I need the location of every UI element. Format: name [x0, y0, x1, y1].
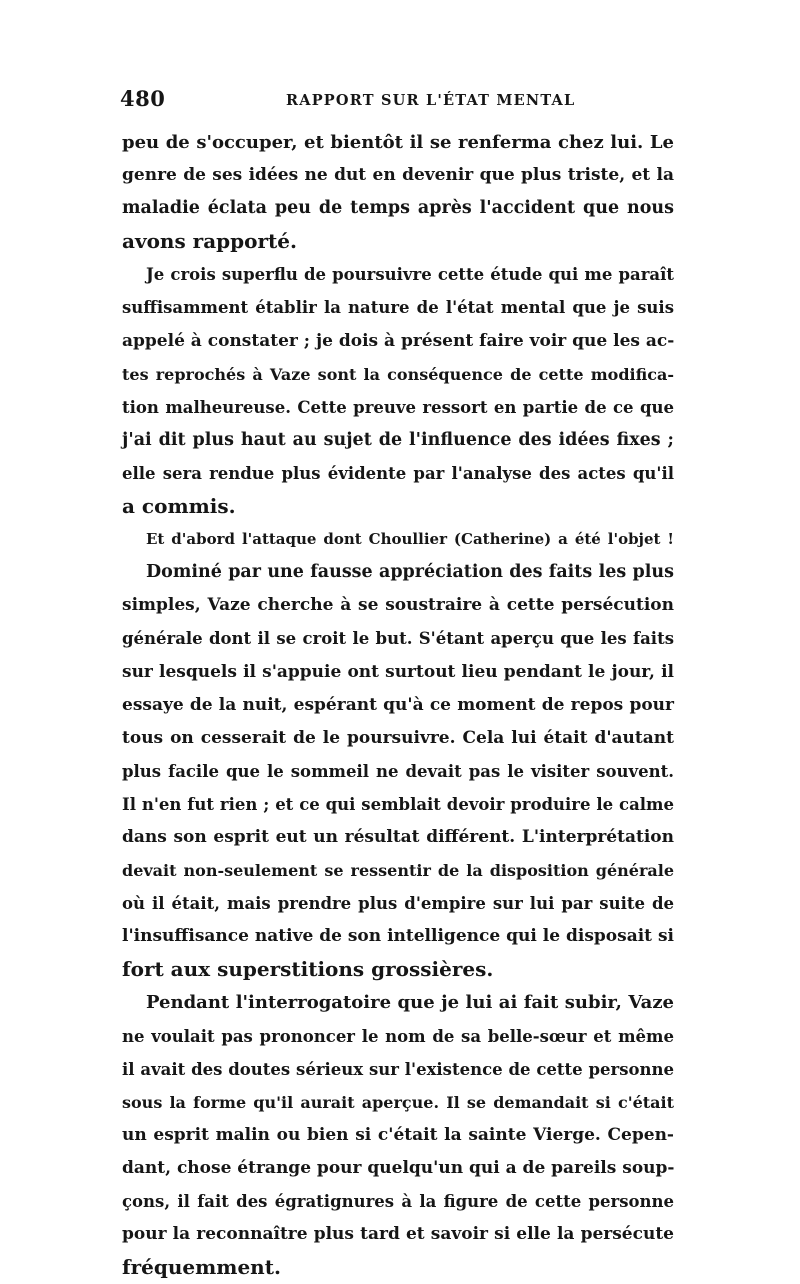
text-line: avons rapporté. — [122, 229, 297, 254]
text-line: ne voulait pas prononcer le nom de sa belle-sœur et même — [122, 1026, 674, 1046]
paragraph — [122, 986, 674, 1284]
text-line: suffisamment établir la nature de l'état mental que je suis — [122, 298, 674, 318]
running-head: RAPPORT SUR L'ÉTAT MENTAL — [286, 92, 576, 109]
text-line: devait non-seulement se ressentir de la disposition générale — [122, 861, 674, 881]
text-line: sur lesquels il s'appuie ont surtout lieu pendant le jour, il — [122, 661, 674, 682]
text-line: fort aux superstitions grossières. — [122, 957, 494, 982]
body-text — [122, 126, 674, 1284]
page-number: 480 — [120, 86, 166, 111]
text-line: Dominé par une fausse appréciation des faits les plus — [146, 562, 674, 583]
text-line: dant, chose étrange pour quelqu'un qui a de pareils soup- — [122, 1157, 675, 1178]
paragraph — [122, 556, 674, 986]
text-line: dans son esprit eut un résultat différent. L'interprétation — [122, 826, 674, 847]
text-line: maladie éclata peu de temps après l'accident que nous — [122, 198, 674, 219]
text-line: l'insuffisance native de son intelligence qui le disposait si — [122, 926, 674, 947]
text-line: pour la reconnaître plus tard et savoir si elle la persécute — [122, 1224, 674, 1245]
text-line: Je crois superflu de poursuivre cette étude qui me paraît — [146, 265, 674, 285]
paragraph — [122, 126, 674, 258]
text-line: elle sera rendue plus évidente par l'analyse des actes qu'il — [122, 463, 674, 483]
text-line: a commis. — [122, 494, 236, 519]
text-line: il avait des doutes sérieux sur l'existence de cette personne — [122, 1059, 674, 1079]
text-line: Et d'abord l'attaque dont Choullier (Catherine) a été l'objet ! — [146, 530, 674, 549]
text-line: tion malheureuse. Cette preuve ressort en partie de ce que — [122, 397, 674, 417]
text-line: appelé à constater ; je dois à présent faire voir que les ac- — [122, 330, 675, 351]
text-line: où il était, mais prendre plus d'empire sur lui par suite de — [122, 894, 674, 914]
page-header — [120, 86, 680, 116]
text-line: peu de s'occuper, et bientôt il se renferma chez lui. Le — [122, 132, 674, 153]
text-line: essaye de la nuit, espérant qu'à ce moment de repos pour — [122, 694, 674, 715]
text-line: genre de ses idées ne dut en devenir que plus triste, et la — [122, 165, 674, 186]
text-line: Pendant l'interrogatoire que je lui ai fait subir, Vaze — [146, 992, 674, 1014]
text-line: plus facile que le sommeil ne devait pas le visiter souvent. — [122, 761, 674, 781]
text-line: Il n'en fut rien ; et ce qui semblait devoir produire le calme — [122, 794, 674, 814]
text-line: générale dont il se croit le but. S'étant aperçu que les faits — [122, 629, 674, 649]
text-line: fréquemment. — [122, 1255, 281, 1280]
paragraph — [122, 258, 674, 523]
text-line: tous on cesserait de le poursuivre. Cela lui était d'autant — [122, 727, 674, 748]
text-line: çons, il fait des égratignures à la figure de cette personne — [122, 1192, 674, 1211]
text-line: sous la forme qu'il aurait aperçue. Il se demandait si c'était — [122, 1092, 674, 1112]
paragraph — [122, 523, 674, 556]
text-line: un esprit malin ou bien si c'était la sainte Vierge. Cepen- — [122, 1124, 674, 1145]
text-line: simples, Vaze cherche à se soustraire à cette persécution — [122, 595, 674, 616]
text-line: j'ai dit plus haut au sujet de l'influence des idées fixes ; — [122, 429, 674, 450]
text-line: tes reprochés à Vaze sont la conséquence de cette modifica- — [122, 364, 674, 384]
